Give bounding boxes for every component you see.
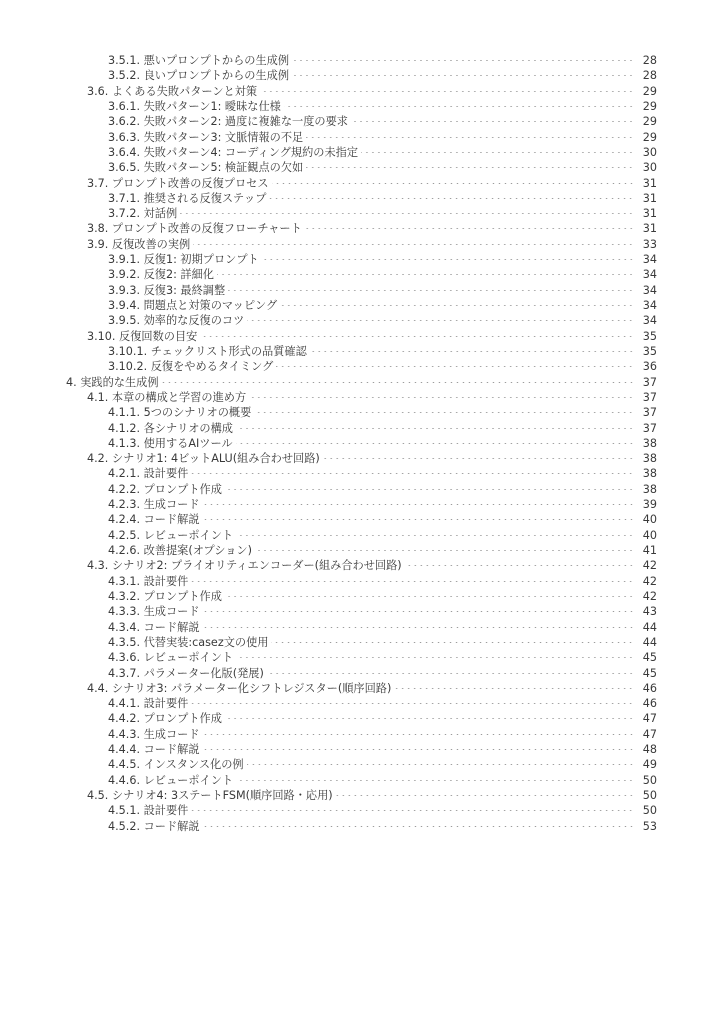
toc-entry-title: 3.9.5. 効率的な反復のコツ: [108, 314, 245, 328]
dot-leader: [306, 126, 634, 141]
dot-leader: [269, 187, 634, 202]
dot-leader: [191, 570, 634, 585]
dot-leader: [162, 371, 634, 386]
dot-leader: [284, 95, 634, 110]
dot-leader: [225, 707, 634, 722]
toc-entry-page-number: 50: [642, 789, 657, 802]
toc-entry-title: 3.6.3. 失敗パターン3: 文脈情報の不足: [108, 130, 304, 144]
toc-entry-page-number: 33: [642, 237, 657, 251]
dot-leader: [203, 738, 634, 753]
toc-entry-title: 4.2.5. レビューポイント: [108, 528, 234, 542]
table-of-contents: [0, 49, 725, 833]
toc-entry-title: 3.9.1. 反復1: 初期プロンプト: [108, 253, 259, 267]
dot-leader: [203, 493, 634, 508]
toc-entry-title: 3.6.2. 失敗パターン2: 過度に複雑な一度の要求: [108, 115, 348, 129]
toc-entry-page-number: 39: [642, 498, 657, 512]
toc-entry-title: 3.9.2. 反復2: 詳細化: [108, 268, 214, 282]
toc-entry-title: 4.2.2. プロンプト作成: [108, 482, 222, 496]
toc-entry-title: 4.4.2. プロンプト作成: [108, 712, 222, 726]
toc-entry-page-number: 44: [642, 635, 657, 649]
toc-entry-page-number: 37: [642, 375, 657, 389]
dot-leader: [247, 309, 634, 324]
toc-entry-title: 4.5. シナリオ4: 3ステートFSM(順序回路・応用): [87, 789, 333, 802]
toc-entry-page-number: 31: [642, 222, 657, 236]
toc-entry-title: 3.6.5. 失敗パターン5: 検証観点の欠如: [108, 161, 304, 175]
dot-leader: [260, 80, 634, 95]
toc-entry-page-number: 37: [642, 406, 657, 420]
toc-entry-page-number: 38: [642, 467, 657, 481]
toc-entry-title: 3.9.4. 問題点と対策のマッピング: [108, 299, 278, 312]
toc-entry-title: 3.6. よくある失敗パターンと対策: [87, 84, 258, 98]
toc-entry-title: 4.2.4. コード解説: [108, 513, 200, 527]
toc-entry-title: 4.1.2. 各シナリオの構成: [108, 421, 233, 435]
toc-entry-title: 4.3.1. 設計要件: [108, 574, 189, 588]
toc-entry-page-number: 45: [642, 666, 657, 680]
toc-entry-title: 4.2.3. 生成コード: [108, 498, 200, 512]
toc-entry-title: 3.9.3. 反復3: 最終調整: [108, 283, 226, 297]
toc-entry-title: 4.1. 本章の構成と学習の進め方: [87, 390, 247, 404]
toc-entry-page-number: 34: [642, 253, 657, 267]
dot-leader: [203, 815, 634, 830]
dot-leader: [336, 784, 634, 799]
toc-entry-title: 4.4.4. コード解説: [108, 743, 200, 757]
toc-entry-title: 4.3.2. プロンプト作成: [108, 589, 222, 603]
dot-leader: [306, 156, 634, 171]
toc-entry-title: 4.5.2. コード解説: [108, 819, 200, 833]
toc-entry-page-number: 29: [642, 115, 657, 129]
toc-entry-title: 4.3.3. 生成コード: [108, 605, 200, 619]
toc-entry-title: 4.4.6. レビューポイント: [108, 773, 234, 787]
toc-entry-title: 3.7.1. 推奨される反復ステップ: [108, 191, 267, 205]
toc-entry-page-number: 28: [642, 69, 657, 83]
dot-leader: [255, 539, 634, 554]
toc-entry-page-number: 42: [642, 589, 657, 603]
toc-entry-page-number: 40: [642, 513, 657, 527]
dot-leader: [249, 386, 634, 401]
toc-entry-page-number: 35: [642, 329, 657, 343]
dot-leader: [191, 799, 634, 814]
toc-entry-page-number: 44: [642, 620, 657, 634]
dot-leader: [236, 646, 634, 661]
toc-entry-page-number: 35: [642, 344, 657, 358]
dot-leader: [191, 462, 634, 477]
toc-entry-page-number: 49: [642, 758, 657, 772]
toc-entry-page-number: 28: [642, 54, 657, 67]
dot-leader: [405, 554, 634, 569]
toc-entry-page-number: 37: [642, 421, 657, 435]
toc-entry-title: 4.3.7. パラメーター化版(発展): [108, 666, 264, 680]
dot-leader: [217, 263, 634, 278]
toc-entry-title: 3.10.2. 反復をやめるタイミング: [108, 360, 274, 374]
toc-entry-title: 4.3.5. 代替実装:casez文の使用: [108, 635, 269, 649]
toc-entry-page-number: 38: [642, 482, 657, 496]
toc-entry-page-number: 45: [642, 651, 657, 665]
toc-entry-page-number: 31: [642, 176, 657, 190]
toc-entry-title: 3.8. プロンプト改善の反復フローチャート: [87, 222, 302, 236]
dot-leader: [394, 677, 634, 692]
dot-leader: [203, 508, 634, 523]
dot-leader: [292, 49, 634, 64]
toc-entry-page-number: 29: [642, 130, 657, 144]
dot-leader: [236, 432, 634, 447]
toc-entry-page-number: 47: [642, 712, 657, 726]
toc-entry-title: 4.3.6. レビューポイント: [108, 651, 234, 665]
toc-entry-title: 4.1.3. 使用するAIツール: [108, 436, 233, 450]
dot-leader: [225, 478, 634, 493]
dot-leader: [200, 325, 634, 340]
toc-entry-title: 4.1.1. 5つのシナリオの概要: [108, 406, 252, 420]
toc-entry-page-number: 38: [642, 452, 657, 466]
toc-entry-page-number: 50: [642, 773, 657, 787]
dot-leader: [292, 64, 634, 79]
dot-leader: [191, 692, 634, 707]
toc-entry-page-number: 50: [642, 804, 657, 818]
dot-leader: [236, 769, 634, 784]
toc-entry-page-number: 30: [642, 161, 657, 175]
toc-entry-page-number: 47: [642, 727, 657, 741]
toc-entry-page-number: 53: [642, 819, 657, 833]
toc-entry-page-number: 34: [642, 314, 657, 328]
toc-entry-title: 3.6.4. 失敗パターン4: コーディング規約の未指定: [108, 145, 359, 159]
toc-entry-title: 3.5.1. 悪いプロンプトからの生成例: [108, 54, 290, 67]
toc-entry-page-number: 30: [642, 145, 657, 159]
toc-entry-page-number: 29: [642, 99, 657, 113]
toc-entry-page-number: 31: [642, 207, 657, 221]
toc-entry-title: 3.10. 反復回数の目安: [87, 329, 198, 343]
dot-leader: [203, 723, 634, 738]
toc-entry-title: 4.4.5. インスタンス化の例: [108, 758, 244, 772]
toc-entry-title: 4.4. シナリオ3: パラメーター化シフトレジスター(順序回路): [87, 681, 392, 695]
toc-entry-title: 4.4.1. 設計要件: [108, 697, 189, 711]
toc-entry-page-number: 46: [642, 697, 657, 711]
toc-entry-title: 4.2. シナリオ1: 4ビットALU(組み合わせ回路): [87, 452, 320, 466]
toc-entry-page-number: 41: [642, 544, 657, 557]
toc-entry-title: 3.10.1. チェックリスト形式の品質確認: [108, 344, 307, 358]
toc-entry-title: 4.5.1. 設計要件: [108, 804, 189, 818]
dot-leader: [203, 616, 634, 631]
dot-leader: [351, 110, 634, 125]
toc-entry-page-number: 46: [642, 681, 657, 695]
dot-leader: [180, 202, 634, 217]
dot-leader: [228, 279, 634, 294]
toc-entry-page-number: 40: [642, 528, 657, 542]
toc-entry-page-number: 36: [642, 360, 657, 374]
toc-entry-title: 4.4.3. 生成コード: [108, 727, 200, 741]
toc-entry[interactable]: [0, 49, 725, 67]
toc-entry-page-number: 34: [642, 268, 657, 282]
toc-entry-page-number: 42: [642, 559, 657, 573]
toc-entry-page-number: 34: [642, 283, 657, 297]
toc-entry-page-number: 29: [642, 84, 657, 98]
dot-leader: [225, 585, 634, 600]
dot-leader: [272, 172, 634, 187]
toc-entry-page-number: 31: [642, 191, 657, 205]
dot-leader: [262, 248, 634, 263]
toc-entry-page-number: 42: [642, 574, 657, 588]
toc-entry-title: 4.2.6. 改善提案(オプション): [108, 544, 252, 557]
dot-leader: [236, 417, 634, 432]
dot-leader: [267, 662, 634, 677]
toc-entry-title: 3.7. プロンプト改善の反復プロセス: [87, 176, 269, 190]
dot-leader: [236, 524, 634, 539]
toc-entry-page-number: 43: [642, 605, 657, 619]
dot-leader: [193, 233, 634, 248]
dot-leader: [203, 600, 634, 615]
toc-entry-page-number: 37: [642, 390, 657, 404]
toc-entry-title: 4.3. シナリオ2: プライオリティエンコーダー(組み合わせ回路): [87, 559, 402, 573]
toc-entry-title: 4.3.4. コード解説: [108, 620, 200, 634]
toc-entry-title: 3.9. 反復改善の実例: [87, 237, 191, 251]
toc-entry-title: 3.7.2. 対話例: [108, 207, 178, 221]
toc-entry-title: 4. 実践的な生成例: [66, 375, 159, 389]
toc-entry-title: 3.5.2. 良いプロンプトからの生成例: [108, 69, 290, 83]
toc-entry-page-number: 38: [642, 436, 657, 450]
dot-leader: [254, 401, 634, 416]
dot-leader: [280, 294, 634, 309]
toc-entry-title: 4.2.1. 設計要件: [108, 467, 189, 481]
dot-leader: [271, 631, 634, 646]
dot-leader: [361, 141, 634, 156]
dot-leader: [305, 217, 634, 232]
dot-leader: [247, 753, 634, 768]
toc-entry-title: 3.6.1. 失敗パターン1: 曖昧な仕様: [108, 99, 281, 113]
toc-entry-page-number: 34: [642, 299, 657, 312]
toc-entry-page-number: 48: [642, 743, 657, 757]
dot-leader: [276, 355, 634, 370]
dot-leader: [323, 447, 634, 462]
dot-leader: [310, 340, 634, 355]
